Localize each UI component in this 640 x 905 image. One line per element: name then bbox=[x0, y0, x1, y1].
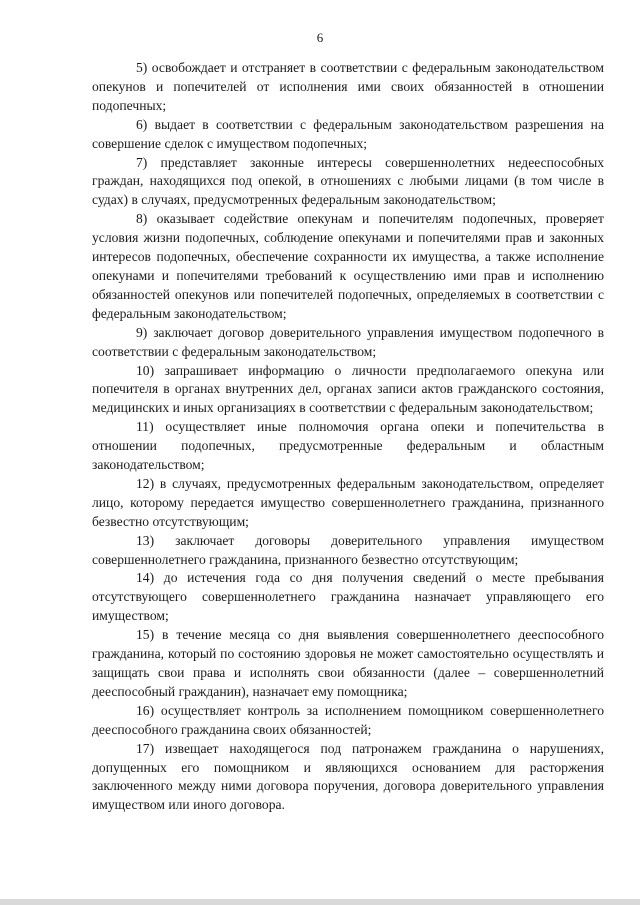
list-item-17: 17) извещает находящегося под патронажем гражданина о нарушениях, допущенных его помощником и являющихся основанием для расторжения заключенного между ними договора поручения, договора доверительного управления имуществом или иного договора. bbox=[92, 740, 604, 813]
list-item-13: 13) заключает договоры доверительного управления имуществом совершеннолетнего гражданина, признанного безвестно отсутствующим; bbox=[92, 532, 604, 567]
list-item-9: 9) заключает договор доверительного управления имуществом подопечного в соответствии с федеральным законодательством; bbox=[92, 324, 604, 359]
list-item-11: 11) осуществляет иные полномочия органа опеки и попечительства в отношении подопечных, предусмотренные федеральным и областным законодательством; bbox=[92, 419, 604, 473]
list-item-12: 12) в случаях, предусмотренных федеральным законодательством, определяет лицо, которому передается имущество совершеннолетнего гражданина, признанного безвестно отсутствующим; bbox=[92, 475, 604, 529]
list-item-15: 15) в течение месяца со дня выявления совершеннолетнего дееспособного гражданина, который по состоянию здоровья не может самостоятельно осуществлять и защищать свои права и исполнять свои обязанности (далее – совершеннолетний дееспособный гражданин), назначает ему помощника; bbox=[92, 627, 604, 699]
list-item-5: 5) освобождает и отстраняет в соответствии с федеральным законодательством опекунов и попечителей от исполнения ими своих обязанностей в отношении подопечных; bbox=[92, 60, 604, 113]
list-item-14: 14) до истечения года со дня получения сведений о месте пребывания отсутствующего совершеннолетнего гражданина назначает управляющего его имуществом; bbox=[92, 570, 604, 624]
list-item-16: 16) осуществляет контроль за исполнением помощником совершеннолетнего дееспособного гражданина своих обязанностей; bbox=[92, 702, 604, 737]
page-number: 6 bbox=[316, 30, 324, 45]
document-body bbox=[92, 59, 604, 815]
list-item-7: 7) представляет законные интересы совершеннолетних недееспособных граждан, находящихся под опекой, в отношениях с любыми лицами (в том числе в судах) в случаях, предусмотренных федеральным законодательством; bbox=[92, 154, 604, 208]
list-item-8: 8) оказывает содействие опекунам и попечителям подопечных, проверяет условия жизни подопечных, соблюдение опекунами и попечителями прав и законных интересов подопечных, обеспечение сохранности их имущества, а также исполнение опекунами и попечителями требований к осуществлению ими прав и исполнению обязанностей опекунов или попечителей подопечных, определяемых в соответствии с федеральным законодательством; bbox=[92, 211, 604, 321]
scan-bottom-edge bbox=[0, 899, 640, 905]
list-item-10: 10) запрашивает информацию о личности предполагаемого опекуна или попечителя в органах внутренних дел, органах записи актов гражданского состояния, медицинских и иных организациях в соответствии с федеральным законодательством; bbox=[92, 362, 604, 416]
list-item-6: 6) выдает в соответствии с федеральным законодательством разрешения на совершение сделок с имуществом подопечных; bbox=[92, 116, 604, 151]
